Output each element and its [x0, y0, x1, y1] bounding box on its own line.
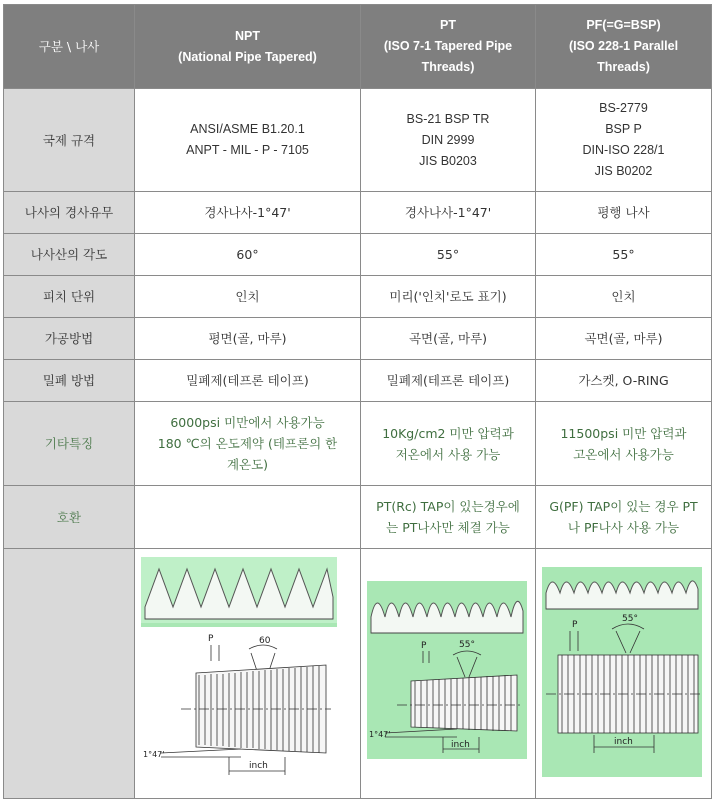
pt-header-line: Threads): [421, 60, 475, 74]
pt-angle-label: 55°: [459, 640, 475, 650]
header-row: [4, 5, 712, 89]
pt-compat-line: PT(Rc) TAP이 있는경우에: [376, 499, 520, 514]
pt-compat: [361, 486, 536, 549]
pt-other-line: 저온에서 사용 가능: [395, 446, 501, 462]
process-row: [4, 318, 712, 360]
npt-other: [135, 402, 361, 486]
pt-header-line: (ISO 7-1 Tapered Pipe: [383, 39, 513, 53]
pf-seal: 가스켓, O-RING: [536, 360, 712, 402]
pt-standard-line: BS-21 BSP TR: [406, 111, 490, 126]
npt-figure: [141, 557, 354, 785]
row-label-pitch: 피치 단위: [4, 276, 135, 318]
thread-comparison-table: [3, 4, 712, 799]
npt-angle-label: 60: [259, 636, 271, 646]
pt-header-line: PT: [440, 18, 456, 32]
npt-other-line: 6000psi 미만에서 사용가능: [170, 415, 325, 430]
row-label-compat: 호환: [4, 486, 135, 549]
npt-figure-cell: [135, 549, 361, 799]
pt-angle: 55°: [361, 234, 536, 276]
pt-unit-label: inch: [451, 740, 470, 750]
pt-seal: 밀폐제(테프론 테이프): [361, 360, 536, 402]
pf-process: 곡면(골, 마루): [536, 318, 712, 360]
npt-standard: [135, 89, 361, 192]
pt-p-label: P: [421, 641, 427, 651]
pf-other-line: 고온에서 사용가능: [573, 446, 674, 462]
npt-header-line: (National Pipe Tapered): [178, 49, 317, 64]
row-label-process: 가공방법: [4, 318, 135, 360]
npt-pitch: 인치: [135, 276, 361, 318]
pf-standard-line: BS-2779: [599, 101, 648, 115]
pt-standard-line: DIN 2999: [421, 132, 475, 147]
pf-compat-line: G(PF) TAP이 있는 경우 PT: [549, 499, 698, 514]
pf-compat: [536, 486, 712, 549]
pt-standard: [361, 89, 536, 192]
row-label-seal: 밀폐 방법: [4, 360, 135, 402]
compat-row: [4, 486, 712, 549]
pf-header-line: Threads): [597, 60, 650, 74]
pt-other-line: 10Kg/cm2 미만 압력과: [382, 425, 514, 441]
pitch-row: [4, 276, 712, 318]
angle-row: [4, 234, 712, 276]
taper-row: [4, 192, 712, 234]
pt-process: 곡면(골, 마루): [361, 318, 536, 360]
npt-seal: 밀폐제(테프론 테이프): [135, 360, 361, 402]
pt-taper-label: 1°47': [369, 730, 391, 739]
pf-header-line: (ISO 228-1 Parallel: [568, 39, 679, 53]
pt-standard-line: JIS B0203: [419, 153, 477, 168]
pf-angle-label: 55°: [622, 614, 638, 624]
pt-other: [361, 402, 536, 486]
npt-thread-diagram: [141, 557, 337, 785]
pf-taper: 평행 나사: [536, 192, 712, 234]
pt-thread-diagram: [367, 581, 527, 759]
npt-standard-line: ANPT - MIL - P - 7105: [186, 143, 309, 157]
npt-unit-label: inch: [249, 761, 268, 771]
pf-header: [536, 5, 712, 89]
npt-taper-label: 1°47': [143, 750, 165, 759]
pf-standard-line: BSP P: [605, 122, 642, 136]
pf-unit-label: inch: [614, 737, 633, 747]
npt-compat: [135, 486, 361, 549]
pf-standard-line: JIS B0202: [594, 164, 653, 178]
pf-p-label: P: [572, 620, 578, 630]
row-label-figure: [4, 549, 135, 799]
pt-pitch: 미리('인치'로도 표기): [361, 276, 536, 318]
pt-figure: [367, 581, 529, 759]
pf-header-line: PF(=G=BSP): [586, 18, 661, 32]
npt-process: 평면(골, 마루): [135, 318, 361, 360]
npt-header: [135, 5, 361, 89]
seal-row: [4, 360, 712, 402]
npt-standard-line: ANSI/ASME B1.20.1: [190, 122, 305, 136]
npt-other-line: 180 ℃의 온도제약 (테프론의 한: [157, 436, 338, 451]
pf-compat-line: 나 PF나사 사용 가능: [567, 520, 680, 535]
corner-header: 구분 \ 나사: [4, 5, 135, 89]
pf-standard-line: DIN-ISO 228/1: [582, 143, 665, 157]
pf-other-line: 11500psi 미만 압력과: [560, 425, 687, 441]
pf-standard: [536, 89, 712, 192]
row-label-angle: 나사산의 각도: [4, 234, 135, 276]
pf-figure-cell: [536, 549, 712, 799]
standard-row: [4, 89, 712, 192]
npt-p-label: P: [208, 634, 214, 644]
pt-taper: 경사나사-1°47': [361, 192, 536, 234]
pf-pitch: 인치: [536, 276, 712, 318]
npt-header-line: NPT: [235, 28, 260, 43]
figure-row: [4, 549, 712, 799]
pf-other: [536, 402, 712, 486]
npt-other-line: 계온도): [226, 457, 269, 472]
pt-header: [361, 5, 536, 89]
npt-angle: 60°: [135, 234, 361, 276]
npt-taper: 경사나사-1°47': [135, 192, 361, 234]
pf-figure: [542, 567, 705, 777]
pt-compat-line: 는 PT나사만 체결 가능: [386, 520, 510, 535]
row-label-other: 기타특징: [4, 402, 135, 486]
pf-angle: 55°: [536, 234, 712, 276]
pf-thread-diagram: [542, 567, 702, 777]
row-label-standard: 국제 규격: [4, 89, 135, 192]
row-label-taper: 나사의 경사유무: [4, 192, 135, 234]
other-row: [4, 402, 712, 486]
pt-figure-cell: [361, 549, 536, 799]
